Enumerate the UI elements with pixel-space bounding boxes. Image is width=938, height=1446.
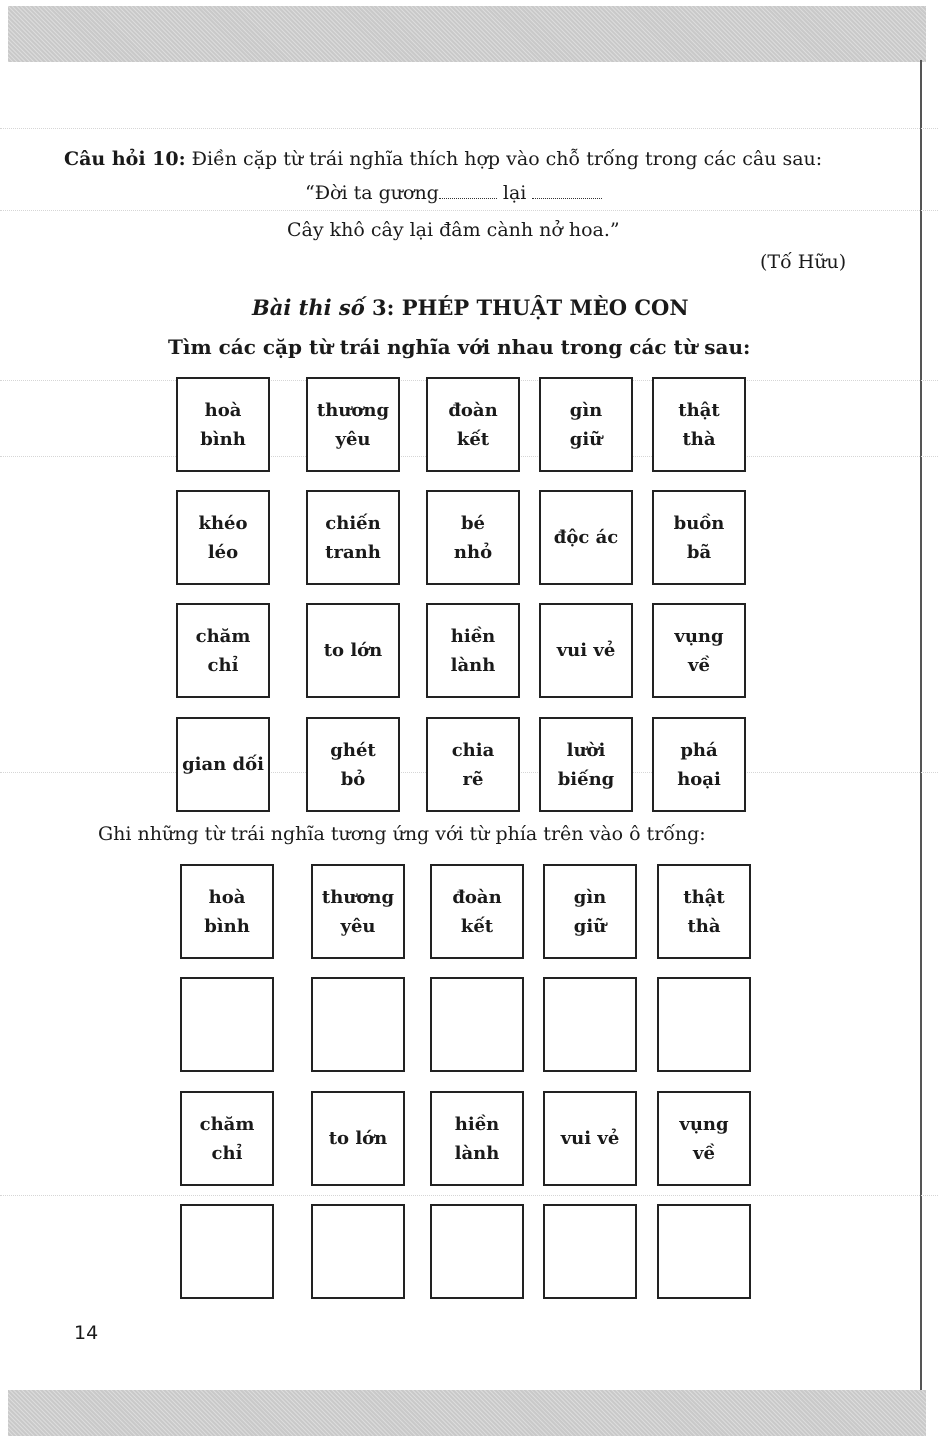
page-edge — [920, 60, 922, 1390]
word-label: chăm chỉ — [195, 625, 251, 676]
word-box[interactable] — [176, 490, 270, 585]
word-box[interactable] — [652, 490, 746, 585]
answer-blank-box[interactable] — [657, 977, 751, 1072]
word-box[interactable] — [426, 717, 520, 812]
word-label: hiền lành — [454, 1113, 500, 1164]
answer-blank-box[interactable] — [180, 977, 274, 1072]
word-label: gìn giữ — [573, 886, 607, 937]
word-box[interactable] — [311, 1091, 405, 1186]
top-scan-band — [8, 6, 926, 62]
answer-blank-box[interactable] — [657, 1204, 751, 1299]
blank-2[interactable] — [532, 184, 602, 199]
instruction-write-answers: Ghi những từ trái nghĩa tương ứng với từ phía trên vào ô trống: — [98, 823, 706, 845]
word-label: vui vẻ — [560, 1128, 620, 1149]
poem-line-1-start: “Đời ta gương — [305, 182, 439, 204]
word-box[interactable] — [306, 490, 400, 585]
answer-blank-box[interactable] — [430, 1204, 524, 1299]
section-title — [252, 295, 689, 320]
answer-blank-box[interactable] — [543, 977, 637, 1072]
question-heading — [64, 148, 822, 170]
word-box[interactable] — [657, 864, 751, 959]
ruled-line — [0, 1195, 938, 1196]
word-label: đoàn kết — [452, 886, 502, 937]
answer-blank-box[interactable] — [430, 977, 524, 1072]
poem-author: (Tố Hữu) — [760, 251, 847, 273]
word-label: thật thà — [678, 399, 720, 450]
answer-blank-box[interactable] — [311, 977, 405, 1072]
word-label: hiền lành — [450, 625, 496, 676]
word-box[interactable] — [306, 377, 400, 472]
word-label: lười biếng — [557, 739, 615, 790]
word-label: hoà bình — [204, 886, 250, 937]
ruled-line — [0, 210, 938, 211]
section-title-rest: 3: PHÉP THUẬT MÈO CON — [364, 295, 689, 320]
word-label: gìn giữ — [569, 399, 603, 450]
word-box[interactable] — [652, 377, 746, 472]
section-title-italic: Bài thi số — [252, 295, 365, 320]
poem-line-1-mid: lại — [502, 182, 527, 204]
blank-1[interactable] — [439, 184, 497, 199]
word-label: chia rẽ — [451, 739, 495, 790]
word-box[interactable] — [652, 603, 746, 698]
word-label: vụng về — [674, 625, 724, 676]
word-box[interactable] — [180, 864, 274, 959]
poem-line-1 — [305, 182, 602, 204]
question-label: Câu hỏi 10: — [64, 148, 186, 170]
word-box[interactable] — [543, 1091, 637, 1186]
word-box[interactable] — [657, 1091, 751, 1186]
word-box[interactable] — [176, 603, 270, 698]
word-label: độc ác — [553, 527, 619, 548]
word-label: thật thà — [683, 886, 725, 937]
word-box[interactable] — [180, 1091, 274, 1186]
word-label: hoà bình — [200, 399, 246, 450]
word-box[interactable] — [539, 717, 633, 812]
word-box[interactable] — [176, 717, 270, 812]
answer-blank-box[interactable] — [543, 1204, 637, 1299]
question-text: Điền cặp từ trái nghĩa thích hợp vào chỗ trống trong các câu sau: — [185, 148, 823, 170]
word-label: thương yêu — [316, 399, 390, 450]
word-label: chăm chỉ — [199, 1113, 255, 1164]
word-label: thương yêu — [321, 886, 395, 937]
word-label: phá hoại — [677, 739, 721, 790]
word-box[interactable] — [311, 864, 405, 959]
word-label: đoàn kết — [448, 399, 498, 450]
answer-blank-box[interactable] — [311, 1204, 405, 1299]
word-box[interactable] — [306, 603, 400, 698]
ruled-line — [0, 128, 938, 129]
word-box[interactable] — [543, 864, 637, 959]
poem-line-2: Cây khô cây lại đâm cành nở hoa.” — [287, 219, 620, 241]
word-box[interactable] — [426, 490, 520, 585]
word-box[interactable] — [539, 377, 633, 472]
word-box[interactable] — [539, 603, 633, 698]
answer-blank-box[interactable] — [180, 1204, 274, 1299]
word-box[interactable] — [430, 1091, 524, 1186]
word-label: vụng về — [679, 1113, 729, 1164]
word-box[interactable] — [426, 603, 520, 698]
word-box[interactable] — [430, 864, 524, 959]
instruction-find-pairs: Tìm các cặp từ trái nghĩa với nhau trong các từ sau: — [168, 335, 751, 359]
word-box[interactable] — [306, 717, 400, 812]
word-box[interactable] — [426, 377, 520, 472]
word-box[interactable] — [652, 717, 746, 812]
word-label: buồn bã — [673, 512, 725, 563]
word-label: gian dối — [182, 754, 264, 775]
word-box[interactable] — [539, 490, 633, 585]
word-box[interactable] — [176, 377, 270, 472]
word-label: ghét bỏ — [330, 739, 376, 790]
word-label: khéo léo — [198, 512, 248, 563]
bottom-scan-band — [8, 1390, 926, 1436]
word-label: vui vẻ — [556, 640, 616, 661]
word-label: bé nhỏ — [453, 512, 493, 563]
word-label: to lớn — [323, 640, 383, 661]
word-label: to lớn — [328, 1128, 388, 1149]
page-number: 14 — [74, 1322, 99, 1344]
word-label: chiến tranh — [325, 512, 381, 563]
